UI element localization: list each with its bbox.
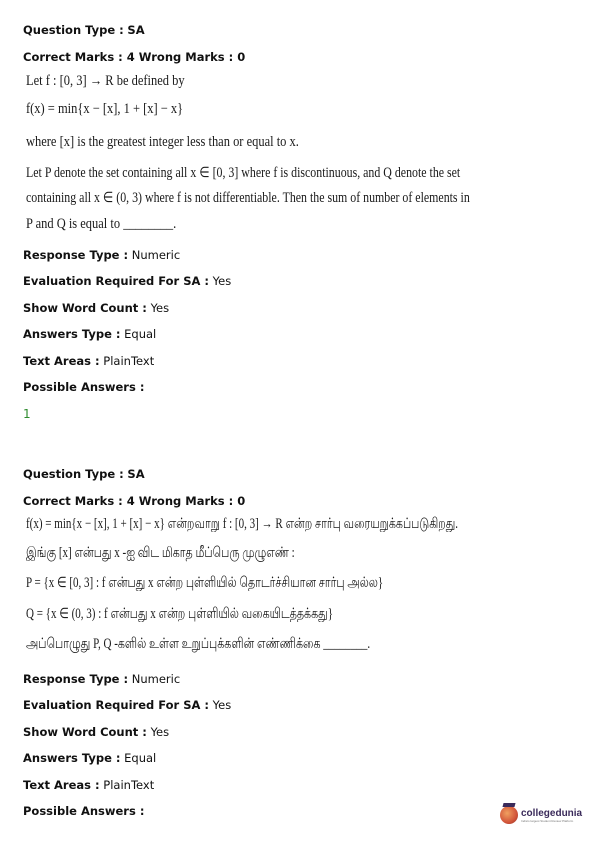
graduate-cap-icon (500, 806, 518, 824)
q1-stem-line-6: P and Q is equal to ________. (26, 216, 177, 232)
q1-question-type (23, 23, 145, 37)
logo-tagline: India's largest Student Review Platform (521, 818, 574, 823)
q2-stem-line-5: அப்பொழுது P, Q -களில் உள்ள உறுப்புக்களின் எண்ணிக்கை ________. (26, 636, 371, 652)
q2-question-type-label: Question Type : (23, 467, 124, 481)
q2-question-type-value: SA (127, 467, 145, 481)
q1-stem-line-4: Let P denote the set containing all x ∈ [0, 3] where f is discontinuous, and Q denote the set (26, 165, 461, 181)
q1-stem-line-3: where [x] is the greatest integer less than or equal to x. (26, 134, 299, 150)
q1-stem-line-1: Let f : [0, 3] → R be defined by (26, 73, 185, 89)
q2-marks: Correct Marks : 4 Wrong Marks : 0 (23, 494, 246, 508)
q2-evaluation-required: Evaluation Required For SA : Yes (23, 698, 232, 712)
q1-marks: Correct Marks : 4 Wrong Marks : 0 (23, 50, 246, 64)
q2-possible-answers: Possible Answers : (23, 804, 145, 818)
q1-stem-line-5: containing all x ∈ (0, 3) where f is not differentiable. Then the sum of number of elements in (26, 190, 470, 206)
q2-answers-type: Answers Type : Equal (23, 751, 157, 765)
logo-name: collegedunia (521, 807, 583, 819)
q2-stem-line-3: P = {x ∈ [0, 3] : f என்பது x என்ற புள்ளியில் தொடர்ச்சியான சார்பு அல்ல} (26, 575, 384, 591)
q1-evaluation-required: Evaluation Required For SA : Yes (23, 274, 232, 288)
q1-answers-type: Answers Type : Equal (23, 327, 157, 341)
q1-question-type-value: SA (127, 23, 145, 37)
q2-question-type (23, 467, 145, 481)
q1-stem-line-2: f(x) = min{x − [x], 1 + [x] − x} (26, 101, 184, 117)
q2-text-areas: Text Areas : PlainText (23, 778, 155, 792)
q1-show-word-count: Show Word Count : Yes (23, 301, 170, 315)
q1-question-type-label: Question Type : (23, 23, 124, 37)
q1-text-areas: Text Areas : PlainText (23, 354, 155, 368)
q2-show-word-count: Show Word Count : Yes (23, 725, 170, 739)
q1-response-type: Response Type : Numeric (23, 248, 181, 262)
q2-stem-line-4: Q = {x ∈ (0, 3) : f என்பது x என்ற புள்ளியில் வகையிடத்தக்கது} (26, 606, 334, 622)
q1-possible-answers: Possible Answers : (23, 380, 145, 394)
q2-stem-line-1: f(x) = min{x − [x], 1 + [x] − x} என்றவாறு f : [0, 3] → R என்ற சார்பு வரையறுக்கப்படுகிறது. (26, 516, 459, 532)
collegedunia-logo (500, 806, 591, 824)
q2-stem-line-2: இங்கு [x] என்பது x -ஐ விட மிகாத மீப்பெரு முழுஎண் : (26, 545, 295, 561)
q1-answer-value: 1 (23, 407, 31, 421)
q2-response-type: Response Type : Numeric (23, 672, 181, 686)
